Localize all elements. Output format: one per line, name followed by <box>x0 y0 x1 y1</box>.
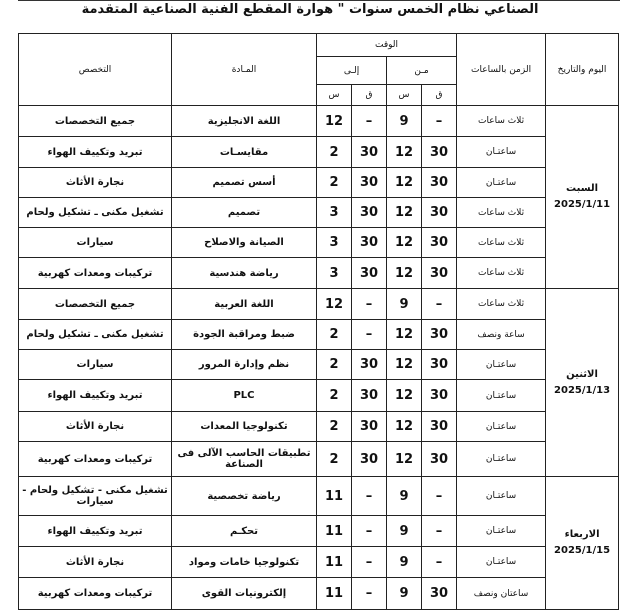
to-minute-cell: 30 <box>352 137 387 168</box>
table-row <box>19 442 619 477</box>
table-row <box>19 350 619 380</box>
subject-cell: الصيانة والاصلاح <box>172 228 317 258</box>
duration-cell: ساعتان ونصف <box>457 578 546 610</box>
subject-cell: تكنولوجيا خامات ومواد <box>172 547 317 578</box>
duration-cell: ثلاث ساعات <box>457 198 546 228</box>
table-row <box>19 320 619 350</box>
header-subject: المـادة <box>172 34 317 106</box>
header-from-hour: س <box>387 85 422 106</box>
duration-cell: ساعتـان <box>457 516 546 547</box>
day-name: السبت <box>566 183 599 194</box>
from-hour-cell: 9 <box>387 547 422 578</box>
specialty-cell: تشغيل مكنى ـ تشكيل ولحام <box>19 198 172 228</box>
day-name: الاثنين <box>566 368 598 380</box>
specialty-cell: جميع التخصصات <box>19 106 172 137</box>
table-row <box>19 412 619 442</box>
duration-cell: ساعتـان <box>457 412 546 442</box>
exam-date: 2025/1/11 <box>554 199 611 210</box>
to-hour-cell: 2 <box>317 412 352 442</box>
to-hour-cell: 2 <box>317 442 352 477</box>
from-hour-cell: 12 <box>387 442 422 477</box>
from-minute-cell: – <box>422 547 457 578</box>
specialty-cell: سيارات <box>19 350 172 380</box>
duration-cell: ساعتـان <box>457 442 546 477</box>
duration-cell: ثلاث ساعات <box>457 289 546 320</box>
to-hour-cell: 11 <box>317 516 352 547</box>
to-minute-cell: 30 <box>352 198 387 228</box>
header-to-min: ق <box>352 85 387 106</box>
to-hour-cell: 12 <box>317 289 352 320</box>
from-minute-cell: – <box>422 477 457 516</box>
header-duration: الزمن بالساعات <box>457 34 546 106</box>
to-hour-cell: 2 <box>317 137 352 168</box>
from-minute-cell: 30 <box>422 578 457 610</box>
duration-cell: ساعتـان <box>457 137 546 168</box>
subject-cell: تحكـم <box>172 516 317 547</box>
specialty-cell: تركيبات ومعدات كهربية <box>19 442 172 477</box>
duration-cell: ساعتـان <box>457 380 546 412</box>
to-minute-cell: – <box>352 106 387 137</box>
from-hour-cell: 9 <box>387 477 422 516</box>
to-hour-cell: 2 <box>317 380 352 412</box>
duration-cell: ثلاث ساعات <box>457 106 546 137</box>
specialty-cell: تركيبات ومعدات كهربية <box>19 258 172 289</box>
subject-cell: تصميم <box>172 198 317 228</box>
specialty-cell: تشغيل مكنى ـ تشكيل ولحام <box>19 320 172 350</box>
specialty-cell: نجارة الأثاث <box>19 547 172 578</box>
page-title: الصناعي نظام الخمس سنوات " هوارة المقطع الفنية الصناعية المتقدمة <box>81 2 539 17</box>
from-minute-cell: 30 <box>422 350 457 380</box>
to-minute-cell: 30 <box>352 380 387 412</box>
table-row <box>19 578 619 610</box>
to-hour-cell: 2 <box>317 168 352 198</box>
to-minute-cell: – <box>352 320 387 350</box>
from-minute-cell: 30 <box>422 258 457 289</box>
day-date-cell <box>546 289 619 477</box>
schedule-body <box>19 106 619 610</box>
subject-cell: أسس تصميم <box>172 168 317 198</box>
to-minute-cell: – <box>352 578 387 610</box>
exam-schedule-table <box>18 33 619 610</box>
specialty-cell: سيارات <box>19 228 172 258</box>
from-minute-cell: 30 <box>422 442 457 477</box>
to-hour-cell: 3 <box>317 198 352 228</box>
from-minute-cell: 30 <box>422 168 457 198</box>
to-minute-cell: – <box>352 477 387 516</box>
day-date-cell <box>546 106 619 289</box>
to-hour-cell: 12 <box>317 106 352 137</box>
to-minute-cell: 30 <box>352 412 387 442</box>
duration-cell: ثلاث ساعات <box>457 228 546 258</box>
to-hour-cell: 2 <box>317 350 352 380</box>
to-hour-cell: 11 <box>317 547 352 578</box>
duration-cell: ساعتـان <box>457 168 546 198</box>
specialty-cell: تبريد وتكييف الهواء <box>19 516 172 547</box>
from-hour-cell: 9 <box>387 578 422 610</box>
duration-cell: ساعة ونصف <box>457 320 546 350</box>
to-minute-cell: – <box>352 289 387 320</box>
specialty-cell: تشغيل مكنى - تشكيل ولحام - سيارات <box>19 477 172 516</box>
subject-cell: ضبط ومراقبة الجودة <box>172 320 317 350</box>
exam-date: 2025/1/13 <box>554 384 611 396</box>
subject-cell: تطبيقات الحاسب الآلى فى الصناعة <box>172 442 317 477</box>
from-hour-cell: 12 <box>387 198 422 228</box>
specialty-cell: تبريد وتكييف الهواء <box>19 380 172 412</box>
to-hour-cell: 11 <box>317 477 352 516</box>
duration-cell: ساعتـان <box>457 547 546 578</box>
duration-cell: ساعتـان <box>457 477 546 516</box>
subject-cell: رياضة هندسية <box>172 258 317 289</box>
subject-cell: تكنولوجيا المعدات <box>172 412 317 442</box>
subject-cell: اللغة الانجليزية <box>172 106 317 137</box>
from-hour-cell: 12 <box>387 320 422 350</box>
day-name: الاربعاء <box>564 529 600 540</box>
specialty-cell: جميع التخصصات <box>19 289 172 320</box>
from-hour-cell: 9 <box>387 289 422 320</box>
from-minute-cell: 30 <box>422 198 457 228</box>
subject-cell: اللغة العربية <box>172 289 317 320</box>
to-minute-cell: 30 <box>352 168 387 198</box>
subject-cell: نظم وإدارة المرور <box>172 350 317 380</box>
to-minute-cell: – <box>352 547 387 578</box>
header-day: اليوم والتاريخ <box>546 34 619 106</box>
from-hour-cell: 9 <box>387 516 422 547</box>
table-row <box>19 106 619 137</box>
from-minute-cell: – <box>422 289 457 320</box>
specialty-cell: نجارة الأثاث <box>19 168 172 198</box>
from-minute-cell: 30 <box>422 412 457 442</box>
header-from: مـن <box>387 57 457 85</box>
from-minute-cell: – <box>422 516 457 547</box>
to-minute-cell: 30 <box>352 258 387 289</box>
from-hour-cell: 12 <box>387 258 422 289</box>
table-row <box>19 168 619 198</box>
specialty-cell: تركيبات ومعدات كهربية <box>19 578 172 610</box>
subject-cell: مقايسـات <box>172 137 317 168</box>
table-row <box>19 137 619 168</box>
to-hour-cell: 2 <box>317 320 352 350</box>
from-minute-cell: 30 <box>422 137 457 168</box>
specialty-cell: تبريد وتكييف الهواء <box>19 137 172 168</box>
to-minute-cell: 30 <box>352 228 387 258</box>
header-specialty: التخصص <box>19 34 172 106</box>
table-row <box>19 516 619 547</box>
header-from-min: ق <box>422 85 457 106</box>
subject-cell: رياضة تخصصية <box>172 477 317 516</box>
table-row <box>19 547 619 578</box>
from-hour-cell: 12 <box>387 137 422 168</box>
duration-cell: ثلاث ساعات <box>457 258 546 289</box>
header-to-hour: س <box>317 85 352 106</box>
from-hour-cell: 12 <box>387 380 422 412</box>
to-hour-cell: 11 <box>317 578 352 610</box>
to-minute-cell: 30 <box>352 442 387 477</box>
from-hour-cell: 9 <box>387 106 422 137</box>
table-row <box>19 258 619 289</box>
duration-cell: ساعتـان <box>457 350 546 380</box>
from-hour-cell: 12 <box>387 350 422 380</box>
header-time: الوقت <box>317 34 457 57</box>
table-row <box>19 228 619 258</box>
specialty-cell: نجارة الأثاث <box>19 412 172 442</box>
from-hour-cell: 12 <box>387 168 422 198</box>
to-hour-cell: 3 <box>317 228 352 258</box>
from-minute-cell: – <box>422 106 457 137</box>
day-date-cell <box>546 477 619 610</box>
exam-date: 2025/1/15 <box>554 545 611 556</box>
from-minute-cell: 30 <box>422 320 457 350</box>
table-row <box>19 380 619 412</box>
from-hour-cell: 12 <box>387 412 422 442</box>
to-minute-cell: – <box>352 516 387 547</box>
from-hour-cell: 12 <box>387 228 422 258</box>
to-minute-cell: 30 <box>352 350 387 380</box>
header-to: إلـى <box>317 57 387 85</box>
to-hour-cell: 3 <box>317 258 352 289</box>
from-minute-cell: 30 <box>422 380 457 412</box>
from-minute-cell: 30 <box>422 228 457 258</box>
subject-cell: إلكترونيات القوى <box>172 578 317 610</box>
subject-cell: PLC <box>172 380 317 412</box>
table-row <box>19 477 619 516</box>
table-row <box>19 198 619 228</box>
table-row <box>19 289 619 320</box>
